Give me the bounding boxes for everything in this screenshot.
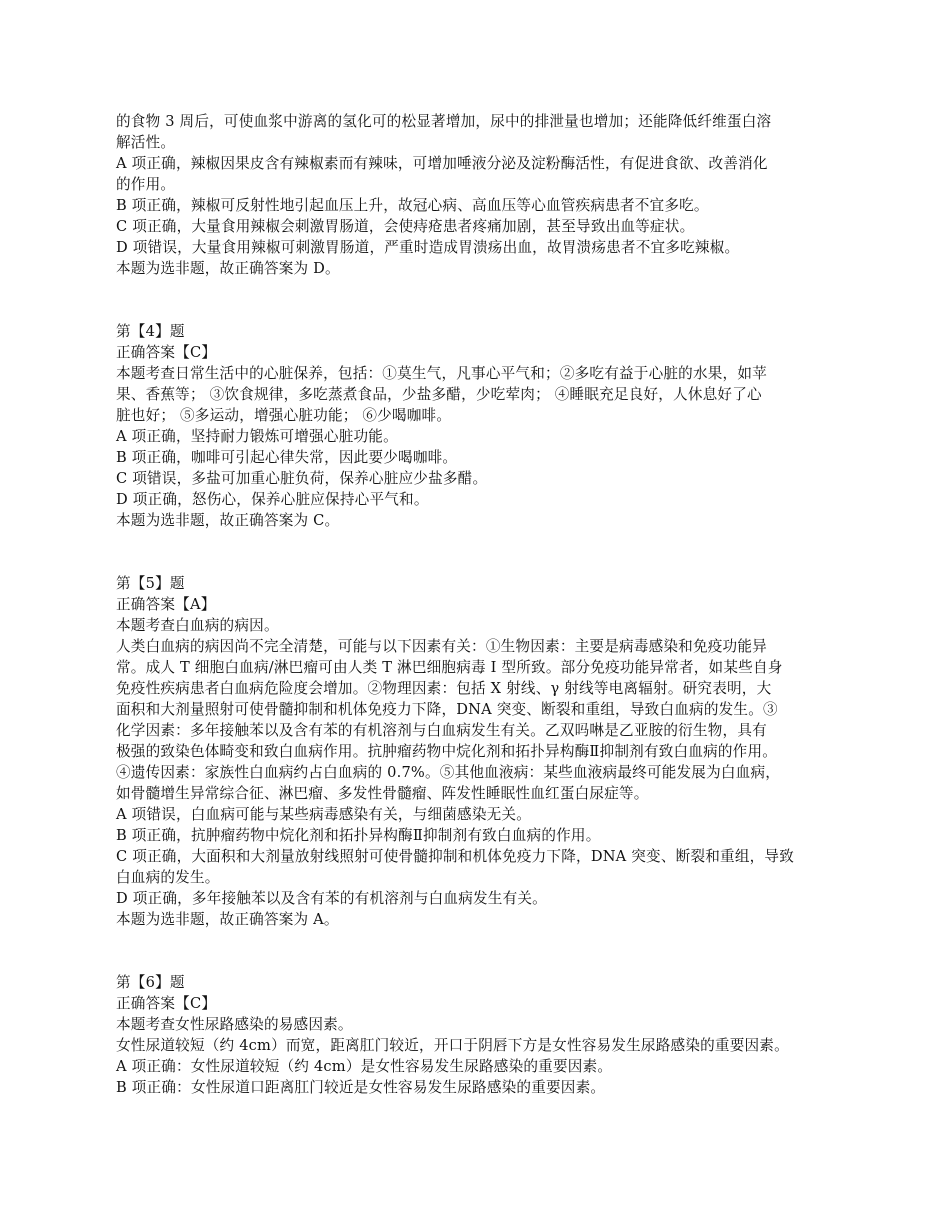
answer-block-q4 — [116, 321, 840, 531]
option-d-text: D 项错误，大量食用辣椒可刺激胃肠道，严重时造成胃溃疡出血，故胃溃疡患者不宜多吃辣椒。 — [116, 239, 740, 256]
document-content — [116, 111, 840, 1098]
text-line: 化学因素：多年接触苯以及含有苯的有机溶剂与白血病发生有关。乙双吗啉是乙亚胺的衍生物，具有 — [116, 722, 767, 739]
correct-answer: 正确答案【A】 — [116, 596, 216, 613]
text-line: 常。成人 T 细胞白血病/淋巴瘤可由人类 T 淋巴细胞病毒 I 型所致。部分免疫功能异常者，如某些自身 — [116, 659, 783, 676]
option-b-text: B 项正确：女性尿道口距离肛门较近是女性容易发生尿路感染的重要因素。 — [116, 1079, 606, 1096]
answer-block-q5 — [116, 573, 840, 930]
option-a-text: A 项正确，坚持耐力锻炼可增强心脏功能。 — [116, 428, 398, 445]
text-line: 面积和大剂量照射可使骨髓抑制和机体免疫力下降，DNA 突变、断裂和重组，导致白血病的发生。③ — [116, 701, 778, 718]
option-b-text: B 项正确，辣椒可反射性地引起血压上升，故冠心病、高血压等心血管疾病患者不宜多吃。 — [116, 197, 709, 214]
text-line: 果、香蕉等； ③饮食规律，多吃蒸煮食品，少盐多醋，少吃荤肉； ④睡眠充足良好，人休息好了心 — [116, 386, 762, 403]
correct-answer: 正确答案【C】 — [116, 995, 217, 1012]
option-a-text: A 项错误，白血病可能与某些病毒感染有关，与细菌感染无关。 — [116, 806, 532, 823]
question-heading: 第【6】题 — [116, 974, 185, 991]
question-heading: 第【5】题 — [116, 575, 185, 592]
option-b-text: B 项正确，咖啡可引起心律失常，因此要少喝咖啡。 — [116, 449, 458, 466]
text-line: 人类白血病的病因尚不完全清楚，可能与以下因素有关：①生物因素：主要是病毒感染和免疫功能异 — [116, 638, 767, 655]
text-line: 女性尿道较短（约 4cm）而宽，距离肛门较近，开口于阴唇下方是女性容易发生尿路感染的重要因素。 — [116, 1037, 789, 1054]
answer-block-q6 — [116, 972, 840, 1098]
text-line: 解活性。 — [116, 134, 176, 151]
text-line: 如骨髓增生异常综合征、淋巴瘤、多发性骨髓瘤、阵发性睡眠性血红蛋白尿症等。 — [116, 785, 649, 802]
conclusion-text: 本题为选非题，故正确答案为 D。 — [116, 260, 340, 277]
text-line: 本题考查女性尿路感染的易感因素。 — [116, 1016, 353, 1033]
option-d-text: D 项正确，多年接触苯以及含有苯的有机溶剂与白血病发生有关。 — [116, 890, 547, 907]
question-heading: 第【4】题 — [116, 323, 185, 340]
conclusion-text: 本题为选非题，故正确答案为 A。 — [116, 911, 339, 928]
text-line: 的食物 3 周后，可使血浆中游离的氢化可的松显著增加，尿中的排泄量也增加；还能降低纤维蛋白溶 — [116, 113, 772, 130]
text-line: 脏也好； ⑤多运动，增强心脏功能； ⑥少喝咖啡。 — [116, 407, 452, 424]
correct-answer: 正确答案【C】 — [116, 344, 217, 361]
option-c-text: C 项错误，多盐可加重心脏负荷，保养心脏应少盐多醋。 — [116, 470, 488, 487]
text-line: ④遗传因素：家族性白血病约占白血病的 0.7%。⑤其他血液病：某些血液病最终可能发展为白血病， — [116, 764, 781, 781]
text-line: 本题考查日常生活中的心脏保养，包括：①莫生气，凡事心平气和；②多吃有益于心脏的水果，如苹 — [116, 365, 767, 382]
option-a-text: A 项正确：女性尿道较短（约 4cm）是女性容易发生尿路感染的重要因素。 — [116, 1058, 613, 1075]
text-line: 白血病的发生。 — [116, 869, 220, 886]
option-a-text: A 项正确，辣椒因果皮含有辣椒素而有辣味，可增加唾液分泌及淀粉酶活性，有促进食欲、改善消化 — [116, 155, 768, 172]
answer-block-q3-continuation — [116, 111, 840, 279]
text-line: 本题考查白血病的病因。 — [116, 617, 279, 634]
text-line: 极强的致染色体畸变和致白血病作用。抗肿瘤药物中烷化剂和拓扑异构酶Ⅱ抑制剂有致白血病的作用。 — [116, 743, 778, 760]
text-line: 的作用。 — [116, 176, 176, 193]
conclusion-text: 本题为选非题，故正确答案为 C。 — [116, 512, 340, 529]
option-d-text: D 项正确，怒伤心，保养心脏应保持心平气和。 — [116, 491, 429, 508]
option-c-text: C 项正确，大面积和大剂量放射线照射可使骨髓抑制和机体免疫力下降，DNA 突变、断裂和重组，导致 — [116, 848, 794, 865]
option-c-text: C 项正确，大量食用辣椒会刺激胃肠道，会使痔疮患者疼痛加剧，甚至导致出血等症状。 — [116, 218, 695, 235]
text-line: 免疫性疾病患者白血病危险度会增加。②物理因素：包括 X 射线、γ 射线等电离辐射。研究表明，大 — [116, 680, 772, 697]
option-b-text: B 项正确，抗肿瘤药物中烷化剂和拓扑异构酶Ⅱ抑制剂有致白血病的作用。 — [116, 827, 601, 844]
